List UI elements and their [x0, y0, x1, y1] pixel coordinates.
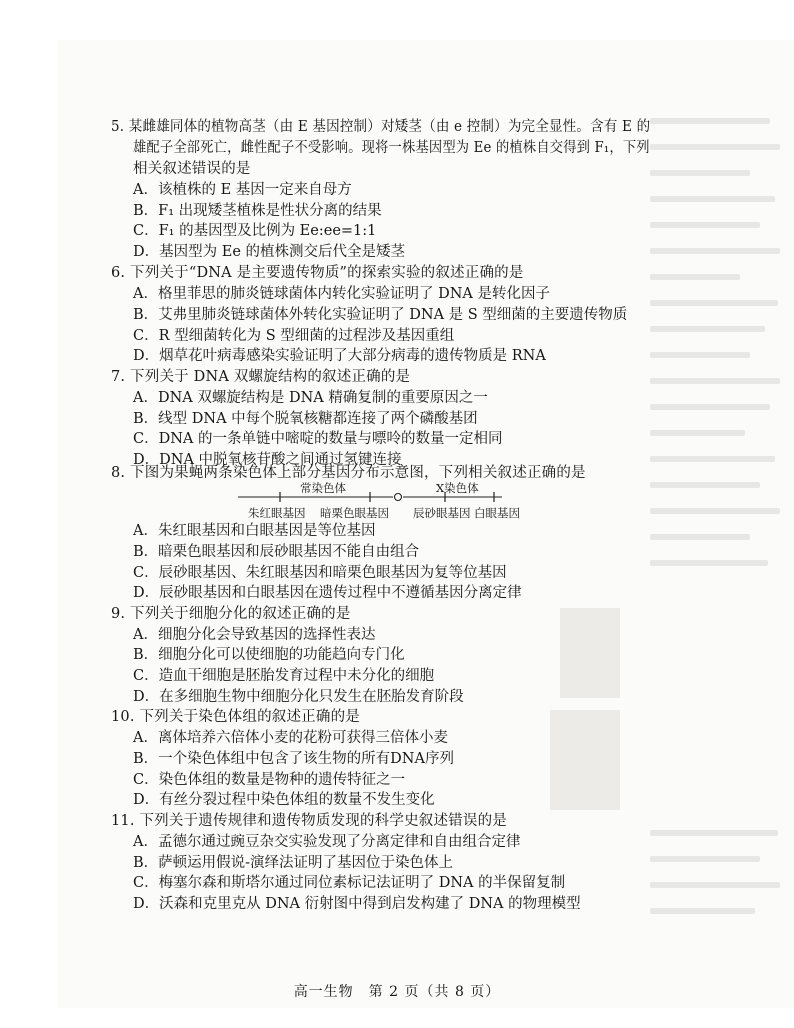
gene-label-cinnabar: 辰砂眼基因 [413, 506, 471, 520]
chromosome-diagram [238, 487, 508, 507]
question-6-option-d: D．烟草花叶病毒感染实验证明了大部分病毒的遗传物质是 RNA [133, 348, 546, 364]
question-10-option-c: C．染色体组的数量是物种的遗传特征之一 [133, 772, 406, 788]
question-5-option-d: D．基因型为 Ee 的植株测交后代全是矮茎 [133, 244, 406, 260]
question-10-option-a: A．离体培养六倍体小麦的花粉可获得三倍体小麦 [133, 730, 448, 746]
question-11-option-a: A．孟德尔通过豌豆杂交实验发现了分离定律和自由组合定律 [133, 834, 521, 850]
question-9-option-c: C．造血干细胞是胚胎发育过程中未分化的细胞 [133, 668, 435, 684]
gene-label-vermilion: 朱红眼基因 [248, 506, 306, 520]
question-5-option-b: B．F₁ 出现矮茎植株是性状分离的结果 [133, 203, 382, 219]
page-footer: 高一生物 第 2 页（共 8 页） [293, 984, 501, 1000]
question-7-option-b: B．线型 DNA 中每个脱氧核糖都连接了两个磷酸基团 [133, 411, 478, 427]
question-5-line-3: 相关叙述错误的是 [133, 161, 251, 177]
question-8-option-d: D．辰砂眼基因和白眼基因在遗传过程中不遵循基因分离定律 [133, 585, 522, 601]
autosome-label: 常染色体 [300, 481, 346, 495]
x-chromosome-label: X染色体 [436, 481, 479, 495]
question-10-stem: 10. 下列关于染色体组的叙述正确的是 [111, 709, 360, 725]
question-11-option-d: D．沃森和克里克从 DNA 衍射图中得到启发构建了 DNA 的物理模型 [133, 896, 581, 912]
question-7-option-d: D．DNA 中脱氧核苷酸之间通过氢键连接 [133, 452, 402, 468]
question-5-line-2: 雄配子全部死亡，雌性配子不受影响。现将一株基因型为 Ee 的植株自交得到 F₁，下列 [133, 140, 650, 156]
question-9-stem: 9. 下列关于细胞分化的叙述正确的是 [111, 606, 351, 622]
question-8-option-a: A．朱红眼基因和白眼基因是等位基因 [133, 523, 376, 539]
question-5-line-1: 5. 某雌雄同体的植物高茎（由 E 基因控制）对矮茎（由 e 控制）为完全显性。含有 E 的 [111, 119, 651, 135]
question-6-stem: 6. 下列关于“DNA 是主要遗传物质”的探索实验的叙述正确的是 [111, 265, 524, 281]
question-5-option-a: A．该植株的 E 基因一定来自母方 [133, 182, 352, 198]
question-5-option-c: C．F₁ 的基因型及比例为 Ee:ee=1:1 [133, 223, 377, 239]
question-6-option-c: C．R 型细菌转化为 S 型细菌的过程涉及基因重组 [133, 328, 455, 344]
question-8-option-c: C．辰砂眼基因、朱红眼基因和暗栗色眼基因为复等位基因 [133, 565, 507, 581]
gene-label-cinnabar-dark: 暗栗色眼基因 [320, 506, 389, 520]
question-11-stem: 11. 下列关于遗传规律和遗传物质发现的科学史叙述错误的是 [111, 813, 507, 829]
gene-label-white-eye: 白眼基因 [474, 506, 520, 520]
question-7-stem: 7. 下列关于 DNA 双螺旋结构的叙述正确的是 [111, 369, 411, 385]
question-8-stem: 8. 下图为果蝇两条染色体上部分基因分布示意图，下列相关叙述正确的是 [111, 465, 586, 481]
question-9-option-d: D．在多细胞生物中细胞分化只发生在胚胎发育阶段 [133, 689, 464, 705]
question-9-option-b: B．细胞分化可以使细胞的功能趋向专门化 [133, 647, 405, 663]
question-11-option-c: C．梅塞尔森和斯塔尔通过同位素标记法证明了 DNA 的半保留复制 [133, 875, 566, 891]
question-6-option-a: A．格里菲思的肺炎链球菌体内转化实验证明了 DNA 是转化因子 [133, 286, 550, 302]
question-8-option-b: B．暗栗色眼基因和辰砂眼基因不能自由组合 [133, 544, 420, 560]
question-7-option-a: A．DNA 双螺旋结构是 DNA 精确复制的重要原因之一 [133, 390, 488, 406]
question-11-option-b: B．萨顿运用假说-演绎法证明了基因位于染色体上 [133, 855, 454, 871]
question-10-option-b: B．一个染色体组中包含了该生物的所有DNA序列 [133, 751, 454, 767]
question-6-option-b: B．艾弗里肺炎链球菌体外转化实验证明了 DNA 是 S 型细菌的主要遗传物质 [133, 307, 628, 323]
question-9-option-a: A．细胞分化会导致基因的选择性表达 [133, 627, 376, 643]
question-7-option-c: C．DNA 的一条单链中嘧啶的数量与嘌呤的数量一定相同 [133, 431, 503, 447]
question-10-option-d: D．有丝分裂过程中染色体组的数量不发生变化 [133, 792, 435, 808]
